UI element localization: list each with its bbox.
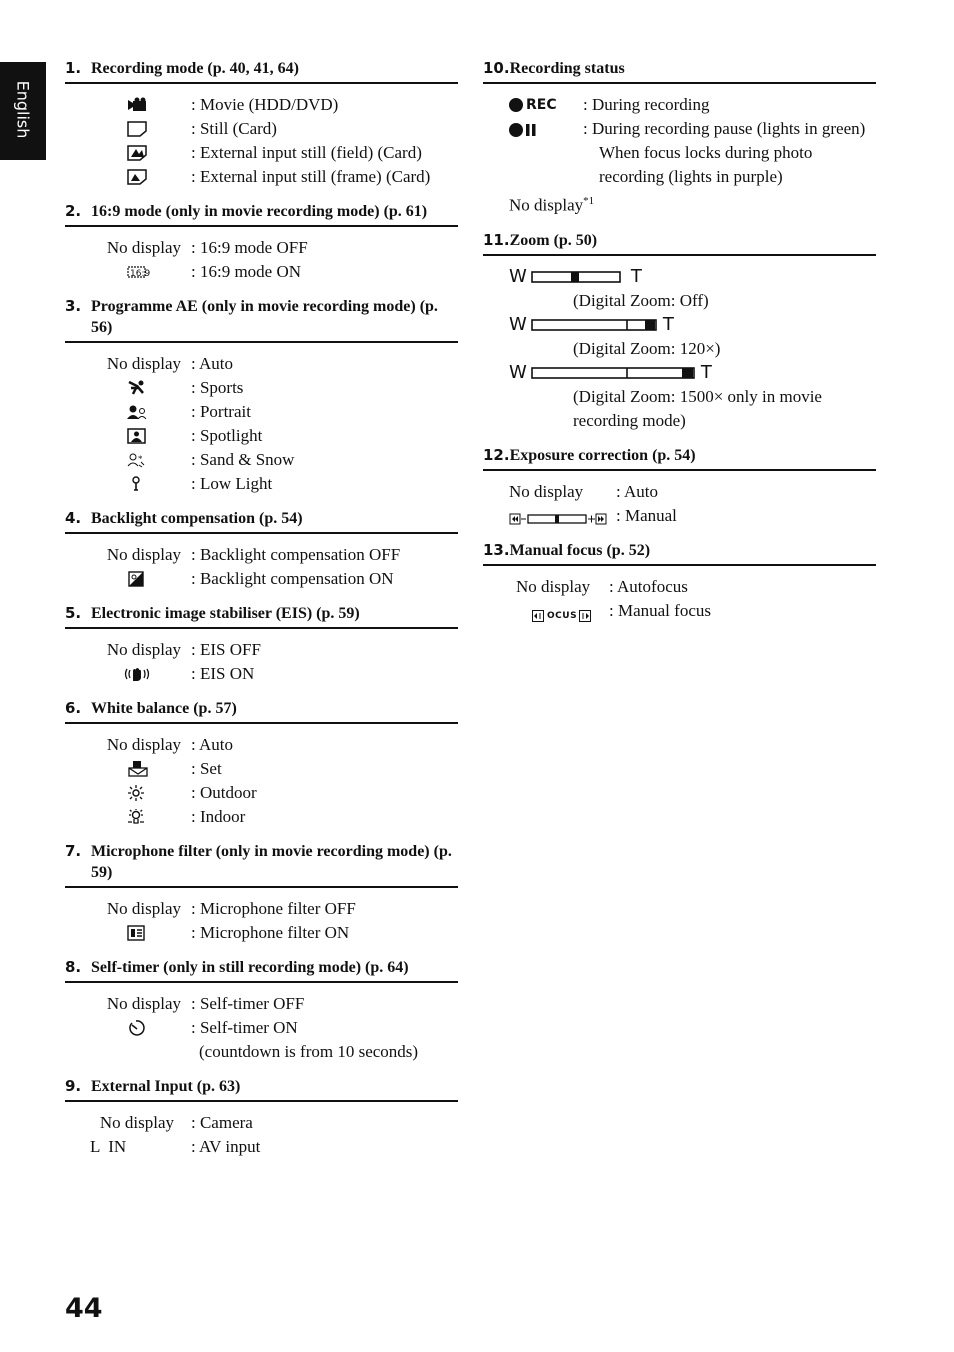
- section-exposure: 12. Exposure correction (p. 54) No display : Auto : Manual: [483, 445, 876, 528]
- low-light-icon: [127, 476, 147, 492]
- section-white-balance: 6. White balance (p. 57) No display : Auto : Set : Outdoor : Indoor: [65, 698, 458, 829]
- record-dot-icon: [509, 98, 523, 112]
- wb-set-icon: [127, 761, 149, 777]
- zoom-bar-digital-120: W T: [509, 313, 674, 335]
- wide-16-9-icon: [127, 264, 151, 280]
- right-column: [483, 58, 876, 635]
- sun-outdoor-icon: [127, 785, 147, 801]
- manual-focus-icon: OCUS: [532, 604, 592, 628]
- section-eis: 5. Electronic image stabiliser (EIS) (p. 59) No display : EIS OFF : EIS ON: [65, 603, 458, 686]
- external-input-frame-icon: [127, 169, 147, 185]
- backlight-icon: [127, 571, 147, 587]
- page-number: 44: [65, 1293, 103, 1324]
- section-16-9-mode: 2. 16:9 mode (only in movie recording mode) (p. 61) No display : 16:9 mode OFF 16:9 : 16:9 mode ON: [65, 201, 458, 284]
- bulb-indoor-icon: [127, 809, 147, 825]
- movie-camera-icon: [127, 97, 147, 113]
- svg-text:*: *: [138, 454, 143, 464]
- sand-snow-icon: [127, 452, 147, 468]
- section-zoom: 11. Zoom (p. 50) W T (Digital Zoom: Off) W T (Digital Zoom: 120×) W T (Digital Zoom: 1500× only in movie recording mode): [483, 230, 876, 433]
- zoom-bar-digital-1500: W T: [509, 361, 712, 383]
- section-programme-ae: 3. Programme AE (only in movie recording mode) (p. 56) No display : Auto : Sports : Portrait : Spotlight * : Sand & Snow : Low Light: [65, 296, 458, 496]
- section-self-timer: 8. Self-timer (only in still recording mode) (p. 64) No display : Self-timer OFF : Self-timer ON (countdown is from 10 seconds): [65, 957, 458, 1064]
- external-input-field-icon: [127, 145, 147, 161]
- record-pause-icon: [509, 121, 539, 145]
- hand-shake-icon: [123, 666, 151, 682]
- svg-text:16:9: 16:9: [130, 269, 151, 279]
- section-backlight: 4. Backlight compensation (p. 54) No display : Backlight compensation OFF : Backlight compensation ON: [65, 508, 458, 591]
- zoom-bar-digital-off: W T: [509, 265, 642, 287]
- portrait-icon: [127, 404, 147, 420]
- still-card-icon: [127, 121, 147, 137]
- section-recording-mode: 1. Recording mode (p. 40, 41, 64) : Movie (HDD/DVD) : Still (Card) : External input still (field) (Card) : External input still (frame) (Card): [65, 58, 458, 189]
- left-column: [65, 58, 458, 1171]
- section-microphone-filter: 7. Microphone filter (only in movie recording mode) (p. 59) No display : Microphone filter OFF : Microphone filter ON: [65, 841, 458, 945]
- self-timer-icon: [127, 1020, 147, 1036]
- sports-icon: [127, 380, 147, 396]
- language-tab: English: [0, 62, 46, 160]
- microphone-filter-icon: [127, 925, 147, 941]
- section-external-input: 9. External Input (p. 63) No display : Camera L IN : AV input: [65, 1076, 458, 1159]
- spotlight-icon: [127, 428, 147, 444]
- exposure-scale-icon: [509, 509, 607, 533]
- section-manual-focus: 13. Manual focus (p. 52) No display : Autofocus OCUS : Manual focus: [483, 540, 876, 623]
- section-recording-status: 10. Recording status REC : During recording : During recording pause (lights in green) When focus locks during photo recording (lights in purple) No display$^{*1}$: [483, 58, 876, 218]
